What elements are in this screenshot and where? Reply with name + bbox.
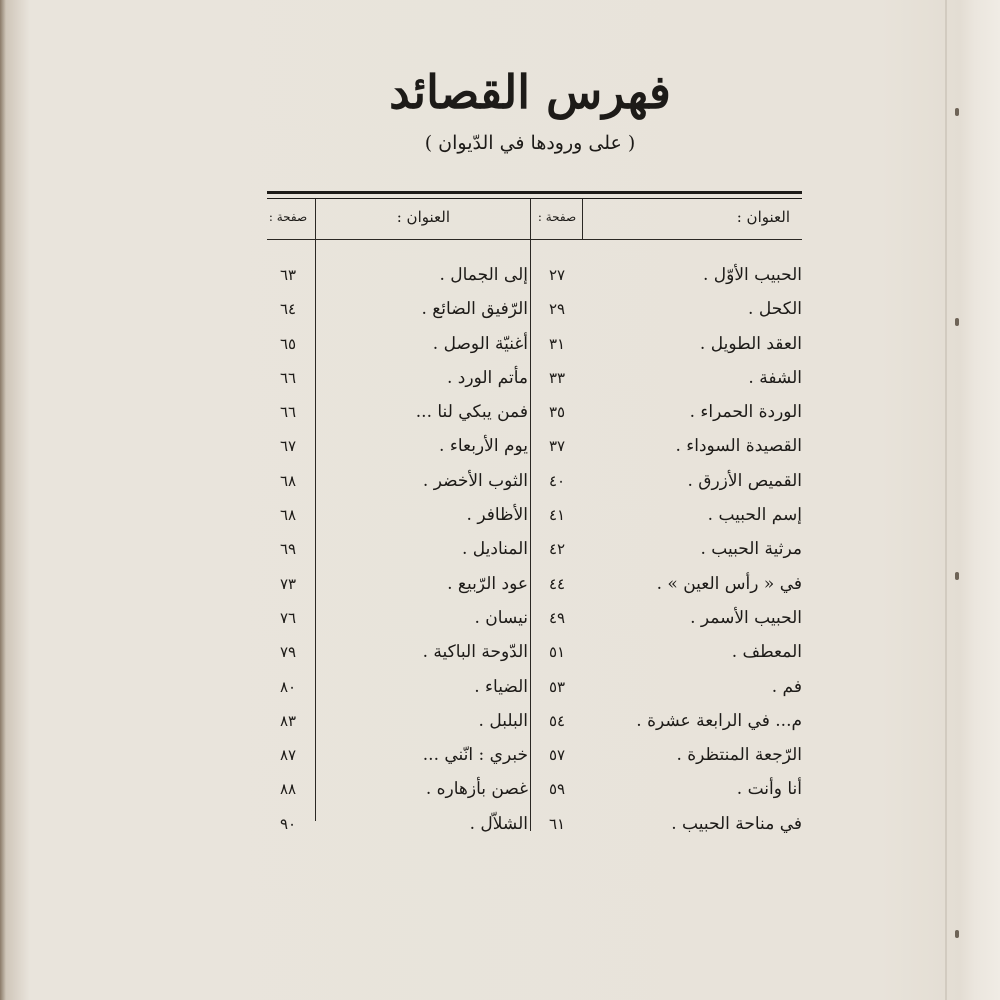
page-number: ٧٦: [279, 608, 297, 627]
poem-title: أغنيّة الوصل .: [432, 333, 528, 354]
table-top-rule-thin: [267, 198, 802, 199]
poem-title: الرّفيق الضائع .: [421, 299, 528, 320]
poem-title: خبري : انّني ...: [422, 745, 528, 766]
page-number: ٦٩: [279, 540, 297, 559]
table-row: [0, 532, 1000, 566]
poem-title: الضياء .: [474, 676, 528, 697]
poem-title: المعطف .: [731, 642, 802, 663]
table-row: [0, 772, 1000, 806]
poem-title: الدّوحة الباكية .: [422, 642, 528, 663]
page-number: ٥٤: [548, 711, 566, 730]
page-number: ٩٠: [279, 814, 297, 833]
page-number: ٦٣: [279, 266, 297, 284]
poem-title: غصن بأزهاره .: [425, 779, 528, 800]
page-number: ٧٣: [279, 574, 297, 593]
table-top-rule: [267, 191, 802, 194]
poem-title: م... في الرابعة عشرة .: [636, 710, 802, 731]
page-number: ٧٩: [279, 643, 297, 662]
poem-title: الشفة .: [748, 367, 802, 388]
poem-title: القصيدة السوداء .: [675, 436, 802, 457]
page-number: ٤٠: [548, 471, 566, 490]
poem-title: الرّجعة المنتظرة .: [676, 745, 802, 766]
table-row: [0, 635, 1000, 669]
header-title-left: العنوان :: [396, 208, 450, 226]
table-row: [0, 601, 1000, 635]
column-divider: [582, 199, 583, 240]
table-row: [0, 327, 1000, 361]
poem-title: الكحل .: [748, 299, 802, 320]
page-number: ٦٦: [279, 403, 297, 422]
table-row: [0, 704, 1000, 738]
table-row: [0, 670, 1000, 704]
page-subtitle: ( على ورودها في الدّيوان ): [424, 132, 636, 154]
page-number: ٥١: [548, 643, 566, 662]
page-number: ٦٨: [279, 471, 297, 490]
poem-title: المناديل .: [461, 539, 528, 560]
poem-title: فمن يبكي لنا ...: [415, 402, 528, 423]
poem-title: في « رأس العين » .: [656, 573, 802, 594]
page-number: ٨٣: [279, 711, 297, 730]
page-number: ٣٥: [548, 403, 566, 422]
page-number: ٥٣: [548, 677, 566, 696]
table-row: [0, 807, 1000, 841]
page-number: ٦٤: [279, 300, 297, 319]
header-title-right: العنوان :: [736, 208, 790, 226]
poem-title: الوردة الحمراء .: [689, 402, 802, 423]
header-page-left: صفحة :: [268, 210, 308, 224]
poem-title: نيسان .: [474, 607, 528, 628]
table-row: [0, 258, 1000, 292]
page-number: ٢٩: [548, 300, 566, 319]
page-number: ٦٥: [279, 334, 297, 353]
binding-stitch: [955, 930, 959, 938]
page-number: ٦٦: [279, 368, 297, 387]
page-number: ٦٧: [279, 437, 297, 456]
page-number: ٥٩: [548, 780, 566, 799]
page-number: ٣٣: [548, 368, 566, 387]
poem-title: عود الرّبيع .: [447, 573, 528, 594]
page-number: ٢٧: [548, 266, 566, 284]
binding-stitch: [955, 108, 959, 116]
table-row: [0, 738, 1000, 772]
poem-title: إسم الحبيب .: [707, 505, 802, 526]
page-number: ٦٨: [279, 506, 297, 525]
poem-title: يوم الأربعاء .: [439, 436, 528, 457]
table-row: [0, 567, 1000, 601]
index-table: [0, 258, 1000, 841]
page-number: ٦١: [548, 814, 566, 833]
page-number: ٨٨: [279, 780, 297, 799]
poem-title: الأظافر .: [466, 505, 528, 526]
poem-title: الحبيب الأسمر .: [690, 607, 802, 628]
poem-title: البلبل .: [478, 710, 528, 731]
page-title: فهرس القصائد: [389, 65, 671, 119]
poem-title: العقد الطويل .: [699, 333, 802, 354]
poem-title: في مناحة الحبيب .: [671, 813, 802, 834]
table-row: [0, 395, 1000, 429]
page-number: ٥٧: [548, 746, 566, 765]
poem-title: الشلاّل .: [469, 813, 528, 834]
poem-title: مأتم الورد .: [446, 367, 528, 388]
page-number: ٣٧: [548, 437, 566, 456]
page-number: ٨٧: [279, 746, 297, 765]
table-row: [0, 429, 1000, 463]
poem-title: أنا وأنت .: [736, 779, 802, 800]
poem-title: إلى الجمال .: [439, 265, 528, 285]
poem-title: الثوب الأخضر .: [422, 470, 528, 491]
page-number: ٤٤: [548, 574, 566, 593]
table-row: [0, 361, 1000, 395]
poem-title: القميص الأزرق .: [687, 470, 802, 491]
page-number: ٨٠: [279, 677, 297, 696]
poem-title: مرثية الحبيب .: [700, 539, 802, 560]
header-rule: [267, 239, 802, 240]
page-number: ٤٢: [548, 540, 566, 559]
page-number: ٣١: [548, 334, 566, 353]
poem-title: فم .: [771, 676, 802, 697]
table-row: [0, 464, 1000, 498]
header-page-right: صفحة :: [537, 210, 577, 224]
page-number: ٤٩: [548, 608, 566, 627]
poem-title: الحبيب الأوّل .: [702, 265, 802, 285]
page-number: ٤١: [548, 506, 566, 525]
table-row: [0, 498, 1000, 532]
table-row: [0, 292, 1000, 326]
